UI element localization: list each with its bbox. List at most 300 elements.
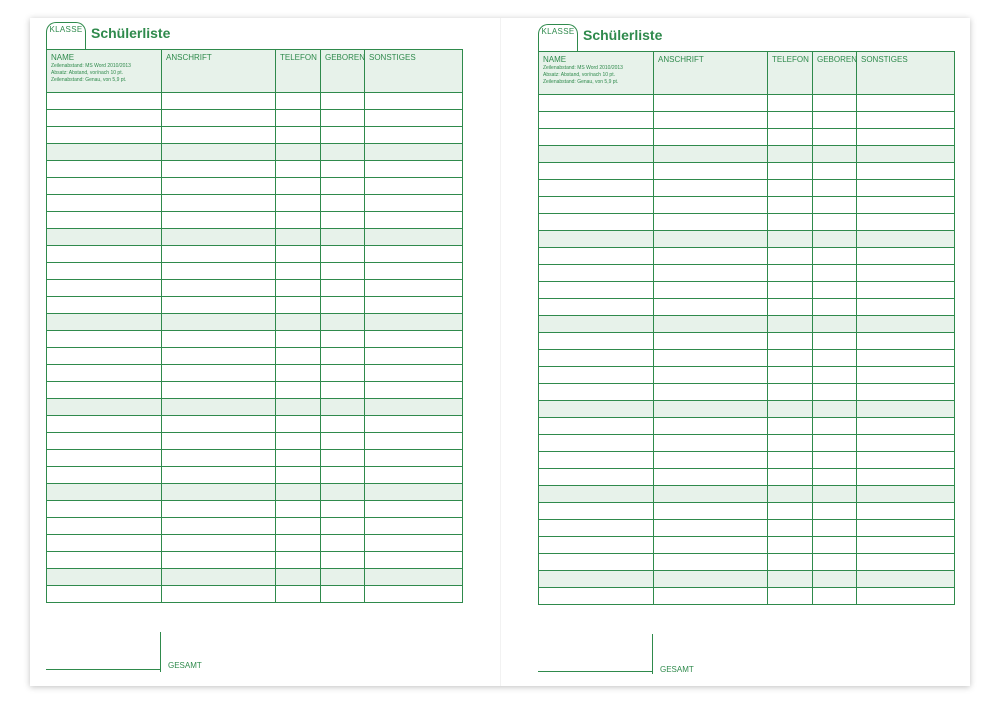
address-cell[interactable] — [162, 93, 276, 110]
phone-cell[interactable] — [276, 348, 321, 365]
other-cell[interactable] — [365, 399, 463, 416]
phone-cell[interactable] — [276, 586, 321, 603]
other-cell[interactable] — [365, 297, 463, 314]
born-cell[interactable] — [813, 537, 857, 554]
name-cell[interactable] — [47, 484, 162, 501]
address-cell[interactable] — [654, 299, 768, 316]
address-cell[interactable] — [654, 129, 768, 146]
born-cell[interactable] — [813, 146, 857, 163]
address-cell[interactable] — [162, 161, 276, 178]
phone-cell[interactable] — [768, 248, 813, 265]
name-cell[interactable] — [47, 552, 162, 569]
born-cell[interactable] — [321, 382, 365, 399]
phone-cell[interactable] — [276, 161, 321, 178]
born-cell[interactable] — [321, 314, 365, 331]
address-cell[interactable] — [162, 535, 276, 552]
phone-cell[interactable] — [276, 246, 321, 263]
name-cell[interactable] — [47, 127, 162, 144]
born-cell[interactable] — [813, 180, 857, 197]
address-cell[interactable] — [654, 163, 768, 180]
other-cell[interactable] — [365, 229, 463, 246]
address-cell[interactable] — [654, 401, 768, 418]
address-cell[interactable] — [162, 365, 276, 382]
name-cell[interactable] — [539, 95, 654, 112]
address-cell[interactable] — [654, 95, 768, 112]
born-cell[interactable] — [321, 365, 365, 382]
other-cell[interactable] — [857, 333, 955, 350]
born-cell[interactable] — [813, 248, 857, 265]
address-cell[interactable] — [654, 435, 768, 452]
address-cell[interactable] — [654, 282, 768, 299]
address-cell[interactable] — [162, 416, 276, 433]
other-cell[interactable] — [365, 484, 463, 501]
address-cell[interactable] — [654, 367, 768, 384]
address-cell[interactable] — [654, 486, 768, 503]
other-cell[interactable] — [365, 110, 463, 127]
other-cell[interactable] — [857, 554, 955, 571]
born-cell[interactable] — [321, 399, 365, 416]
other-cell[interactable] — [857, 350, 955, 367]
phone-cell[interactable] — [768, 520, 813, 537]
other-cell[interactable] — [857, 316, 955, 333]
name-cell[interactable] — [47, 331, 162, 348]
other-cell[interactable] — [365, 552, 463, 569]
other-cell[interactable] — [365, 314, 463, 331]
born-cell[interactable] — [813, 435, 857, 452]
address-cell[interactable] — [162, 331, 276, 348]
name-cell[interactable] — [539, 418, 654, 435]
other-cell[interactable] — [365, 127, 463, 144]
name-cell[interactable] — [539, 112, 654, 129]
born-cell[interactable] — [813, 95, 857, 112]
name-cell[interactable] — [539, 146, 654, 163]
phone-cell[interactable] — [768, 503, 813, 520]
born-cell[interactable] — [813, 231, 857, 248]
address-cell[interactable] — [162, 314, 276, 331]
phone-cell[interactable] — [276, 501, 321, 518]
born-cell[interactable] — [321, 161, 365, 178]
born-cell[interactable] — [813, 554, 857, 571]
other-cell[interactable] — [365, 569, 463, 586]
address-cell[interactable] — [162, 484, 276, 501]
address-cell[interactable] — [162, 552, 276, 569]
born-cell[interactable] — [321, 569, 365, 586]
other-cell[interactable] — [857, 282, 955, 299]
other-cell[interactable] — [857, 452, 955, 469]
other-cell[interactable] — [365, 416, 463, 433]
born-cell[interactable] — [813, 384, 857, 401]
born-cell[interactable] — [321, 501, 365, 518]
name-cell[interactable] — [47, 586, 162, 603]
name-cell[interactable] — [539, 316, 654, 333]
other-cell[interactable] — [365, 178, 463, 195]
name-cell[interactable] — [47, 212, 162, 229]
name-cell[interactable] — [539, 571, 654, 588]
phone-cell[interactable] — [768, 452, 813, 469]
other-cell[interactable] — [857, 486, 955, 503]
phone-cell[interactable] — [276, 314, 321, 331]
name-cell[interactable] — [47, 365, 162, 382]
other-cell[interactable] — [857, 180, 955, 197]
phone-cell[interactable] — [276, 467, 321, 484]
born-cell[interactable] — [321, 263, 365, 280]
other-cell[interactable] — [857, 367, 955, 384]
born-cell[interactable] — [321, 280, 365, 297]
name-cell[interactable] — [47, 93, 162, 110]
born-cell[interactable] — [321, 229, 365, 246]
address-cell[interactable] — [654, 112, 768, 129]
address-cell[interactable] — [162, 450, 276, 467]
phone-cell[interactable] — [276, 535, 321, 552]
born-cell[interactable] — [321, 212, 365, 229]
name-cell[interactable] — [47, 535, 162, 552]
born-cell[interactable] — [813, 316, 857, 333]
address-cell[interactable] — [654, 265, 768, 282]
address-cell[interactable] — [162, 246, 276, 263]
other-cell[interactable] — [857, 129, 955, 146]
other-cell[interactable] — [365, 467, 463, 484]
phone-cell[interactable] — [768, 486, 813, 503]
address-cell[interactable] — [162, 399, 276, 416]
other-cell[interactable] — [365, 450, 463, 467]
phone-cell[interactable] — [768, 384, 813, 401]
address-cell[interactable] — [654, 146, 768, 163]
born-cell[interactable] — [813, 418, 857, 435]
address-cell[interactable] — [654, 248, 768, 265]
other-cell[interactable] — [365, 501, 463, 518]
name-cell[interactable] — [539, 163, 654, 180]
other-cell[interactable] — [857, 537, 955, 554]
name-cell[interactable] — [47, 467, 162, 484]
name-cell[interactable] — [47, 314, 162, 331]
address-cell[interactable] — [162, 127, 276, 144]
other-cell[interactable] — [857, 418, 955, 435]
name-cell[interactable] — [47, 450, 162, 467]
phone-cell[interactable] — [276, 399, 321, 416]
address-cell[interactable] — [654, 384, 768, 401]
born-cell[interactable] — [321, 450, 365, 467]
address-cell[interactable] — [654, 231, 768, 248]
phone-cell[interactable] — [768, 367, 813, 384]
other-cell[interactable] — [365, 535, 463, 552]
born-cell[interactable] — [321, 467, 365, 484]
phone-cell[interactable] — [276, 280, 321, 297]
other-cell[interactable] — [857, 571, 955, 588]
born-cell[interactable] — [813, 197, 857, 214]
address-cell[interactable] — [654, 520, 768, 537]
name-cell[interactable] — [539, 503, 654, 520]
phone-cell[interactable] — [768, 95, 813, 112]
born-cell[interactable] — [813, 299, 857, 316]
born-cell[interactable] — [321, 246, 365, 263]
address-cell[interactable] — [162, 501, 276, 518]
phone-cell[interactable] — [276, 416, 321, 433]
phone-cell[interactable] — [276, 110, 321, 127]
other-cell[interactable] — [365, 433, 463, 450]
name-cell[interactable] — [539, 367, 654, 384]
born-cell[interactable] — [813, 503, 857, 520]
name-cell[interactable] — [47, 246, 162, 263]
born-cell[interactable] — [321, 348, 365, 365]
name-cell[interactable] — [539, 214, 654, 231]
other-cell[interactable] — [857, 588, 955, 605]
phone-cell[interactable] — [768, 571, 813, 588]
born-cell[interactable] — [813, 469, 857, 486]
born-cell[interactable] — [321, 484, 365, 501]
address-cell[interactable] — [654, 214, 768, 231]
phone-cell[interactable] — [768, 214, 813, 231]
phone-cell[interactable] — [768, 146, 813, 163]
phone-cell[interactable] — [276, 178, 321, 195]
born-cell[interactable] — [321, 297, 365, 314]
name-cell[interactable] — [539, 231, 654, 248]
born-cell[interactable] — [813, 486, 857, 503]
other-cell[interactable] — [857, 384, 955, 401]
phone-cell[interactable] — [768, 401, 813, 418]
name-cell[interactable] — [47, 518, 162, 535]
other-cell[interactable] — [857, 95, 955, 112]
born-cell[interactable] — [813, 282, 857, 299]
address-cell[interactable] — [162, 212, 276, 229]
born-cell[interactable] — [813, 350, 857, 367]
born-cell[interactable] — [813, 112, 857, 129]
address-cell[interactable] — [654, 469, 768, 486]
name-cell[interactable] — [47, 263, 162, 280]
phone-cell[interactable] — [276, 144, 321, 161]
phone-cell[interactable] — [276, 331, 321, 348]
born-cell[interactable] — [321, 127, 365, 144]
other-cell[interactable] — [857, 146, 955, 163]
other-cell[interactable] — [365, 195, 463, 212]
phone-cell[interactable] — [276, 433, 321, 450]
born-cell[interactable] — [321, 416, 365, 433]
name-cell[interactable] — [47, 501, 162, 518]
phone-cell[interactable] — [276, 382, 321, 399]
other-cell[interactable] — [365, 144, 463, 161]
name-cell[interactable] — [539, 180, 654, 197]
name-cell[interactable] — [47, 110, 162, 127]
born-cell[interactable] — [321, 433, 365, 450]
address-cell[interactable] — [162, 195, 276, 212]
name-cell[interactable] — [539, 248, 654, 265]
other-cell[interactable] — [365, 331, 463, 348]
phone-cell[interactable] — [768, 588, 813, 605]
address-cell[interactable] — [654, 503, 768, 520]
phone-cell[interactable] — [768, 265, 813, 282]
phone-cell[interactable] — [768, 418, 813, 435]
name-cell[interactable] — [47, 229, 162, 246]
address-cell[interactable] — [654, 537, 768, 554]
address-cell[interactable] — [162, 382, 276, 399]
address-cell[interactable] — [162, 348, 276, 365]
address-cell[interactable] — [162, 569, 276, 586]
born-cell[interactable] — [813, 214, 857, 231]
other-cell[interactable] — [857, 469, 955, 486]
born-cell[interactable] — [321, 110, 365, 127]
address-cell[interactable] — [654, 180, 768, 197]
name-cell[interactable] — [539, 401, 654, 418]
phone-cell[interactable] — [768, 316, 813, 333]
born-cell[interactable] — [321, 552, 365, 569]
name-cell[interactable] — [539, 129, 654, 146]
name-cell[interactable] — [539, 282, 654, 299]
phone-cell[interactable] — [768, 129, 813, 146]
address-cell[interactable] — [162, 144, 276, 161]
born-cell[interactable] — [813, 129, 857, 146]
born-cell[interactable] — [813, 452, 857, 469]
other-cell[interactable] — [857, 435, 955, 452]
born-cell[interactable] — [321, 535, 365, 552]
other-cell[interactable] — [857, 163, 955, 180]
address-cell[interactable] — [654, 588, 768, 605]
born-cell[interactable] — [321, 178, 365, 195]
address-cell[interactable] — [162, 586, 276, 603]
other-cell[interactable] — [365, 246, 463, 263]
other-cell[interactable] — [365, 161, 463, 178]
name-cell[interactable] — [47, 297, 162, 314]
address-cell[interactable] — [162, 110, 276, 127]
name-cell[interactable] — [47, 399, 162, 416]
name-cell[interactable] — [539, 435, 654, 452]
other-cell[interactable] — [365, 348, 463, 365]
address-cell[interactable] — [654, 418, 768, 435]
born-cell[interactable] — [321, 195, 365, 212]
other-cell[interactable] — [365, 263, 463, 280]
other-cell[interactable] — [365, 518, 463, 535]
name-cell[interactable] — [47, 195, 162, 212]
address-cell[interactable] — [162, 467, 276, 484]
phone-cell[interactable] — [276, 484, 321, 501]
other-cell[interactable] — [857, 214, 955, 231]
name-cell[interactable] — [539, 299, 654, 316]
other-cell[interactable] — [365, 365, 463, 382]
address-cell[interactable] — [162, 263, 276, 280]
phone-cell[interactable] — [276, 365, 321, 382]
address-cell[interactable] — [654, 350, 768, 367]
born-cell[interactable] — [813, 520, 857, 537]
born-cell[interactable] — [321, 144, 365, 161]
phone-cell[interactable] — [768, 282, 813, 299]
name-cell[interactable] — [539, 554, 654, 571]
born-cell[interactable] — [321, 331, 365, 348]
name-cell[interactable] — [47, 178, 162, 195]
born-cell[interactable] — [813, 265, 857, 282]
phone-cell[interactable] — [276, 229, 321, 246]
other-cell[interactable] — [365, 93, 463, 110]
born-cell[interactable] — [813, 588, 857, 605]
address-cell[interactable] — [654, 197, 768, 214]
born-cell[interactable] — [321, 586, 365, 603]
born-cell[interactable] — [813, 333, 857, 350]
phone-cell[interactable] — [276, 297, 321, 314]
phone-cell[interactable] — [276, 569, 321, 586]
address-cell[interactable] — [654, 571, 768, 588]
phone-cell[interactable] — [768, 350, 813, 367]
name-cell[interactable] — [47, 280, 162, 297]
name-cell[interactable] — [539, 469, 654, 486]
born-cell[interactable] — [813, 401, 857, 418]
phone-cell[interactable] — [768, 163, 813, 180]
name-cell[interactable] — [47, 348, 162, 365]
other-cell[interactable] — [857, 231, 955, 248]
address-cell[interactable] — [654, 452, 768, 469]
phone-cell[interactable] — [768, 180, 813, 197]
phone-cell[interactable] — [768, 333, 813, 350]
address-cell[interactable] — [162, 280, 276, 297]
phone-cell[interactable] — [768, 537, 813, 554]
phone-cell[interactable] — [768, 112, 813, 129]
phone-cell[interactable] — [276, 518, 321, 535]
name-cell[interactable] — [539, 520, 654, 537]
address-cell[interactable] — [654, 316, 768, 333]
address-cell[interactable] — [654, 333, 768, 350]
name-cell[interactable] — [47, 569, 162, 586]
other-cell[interactable] — [857, 299, 955, 316]
name-cell[interactable] — [539, 384, 654, 401]
other-cell[interactable] — [365, 382, 463, 399]
name-cell[interactable] — [539, 265, 654, 282]
phone-cell[interactable] — [768, 231, 813, 248]
other-cell[interactable] — [365, 212, 463, 229]
name-cell[interactable] — [539, 588, 654, 605]
name-cell[interactable] — [539, 452, 654, 469]
other-cell[interactable] — [857, 503, 955, 520]
phone-cell[interactable] — [276, 127, 321, 144]
address-cell[interactable] — [654, 554, 768, 571]
phone-cell[interactable] — [768, 554, 813, 571]
other-cell[interactable] — [857, 197, 955, 214]
name-cell[interactable] — [47, 144, 162, 161]
name-cell[interactable] — [47, 416, 162, 433]
other-cell[interactable] — [857, 265, 955, 282]
phone-cell[interactable] — [276, 212, 321, 229]
born-cell[interactable] — [813, 163, 857, 180]
address-cell[interactable] — [162, 178, 276, 195]
phone-cell[interactable] — [768, 469, 813, 486]
address-cell[interactable] — [162, 433, 276, 450]
name-cell[interactable] — [539, 333, 654, 350]
other-cell[interactable] — [857, 401, 955, 418]
other-cell[interactable] — [857, 112, 955, 129]
name-cell[interactable] — [539, 197, 654, 214]
name-cell[interactable] — [47, 161, 162, 178]
address-cell[interactable] — [162, 297, 276, 314]
phone-cell[interactable] — [276, 93, 321, 110]
born-cell[interactable] — [321, 518, 365, 535]
phone-cell[interactable] — [768, 197, 813, 214]
other-cell[interactable] — [365, 280, 463, 297]
phone-cell[interactable] — [768, 299, 813, 316]
name-cell[interactable] — [539, 350, 654, 367]
born-cell[interactable] — [813, 367, 857, 384]
phone-cell[interactable] — [276, 195, 321, 212]
address-cell[interactable] — [162, 518, 276, 535]
other-cell[interactable] — [365, 586, 463, 603]
name-cell[interactable] — [539, 486, 654, 503]
name-cell[interactable] — [539, 537, 654, 554]
born-cell[interactable] — [321, 93, 365, 110]
address-cell[interactable] — [162, 229, 276, 246]
name-cell[interactable] — [47, 382, 162, 399]
born-cell[interactable] — [813, 571, 857, 588]
phone-cell[interactable] — [276, 450, 321, 467]
other-cell[interactable] — [857, 520, 955, 537]
phone-cell[interactable] — [768, 435, 813, 452]
name-cell[interactable] — [47, 433, 162, 450]
phone-cell[interactable] — [276, 263, 321, 280]
other-cell[interactable] — [857, 248, 955, 265]
phone-cell[interactable] — [276, 552, 321, 569]
